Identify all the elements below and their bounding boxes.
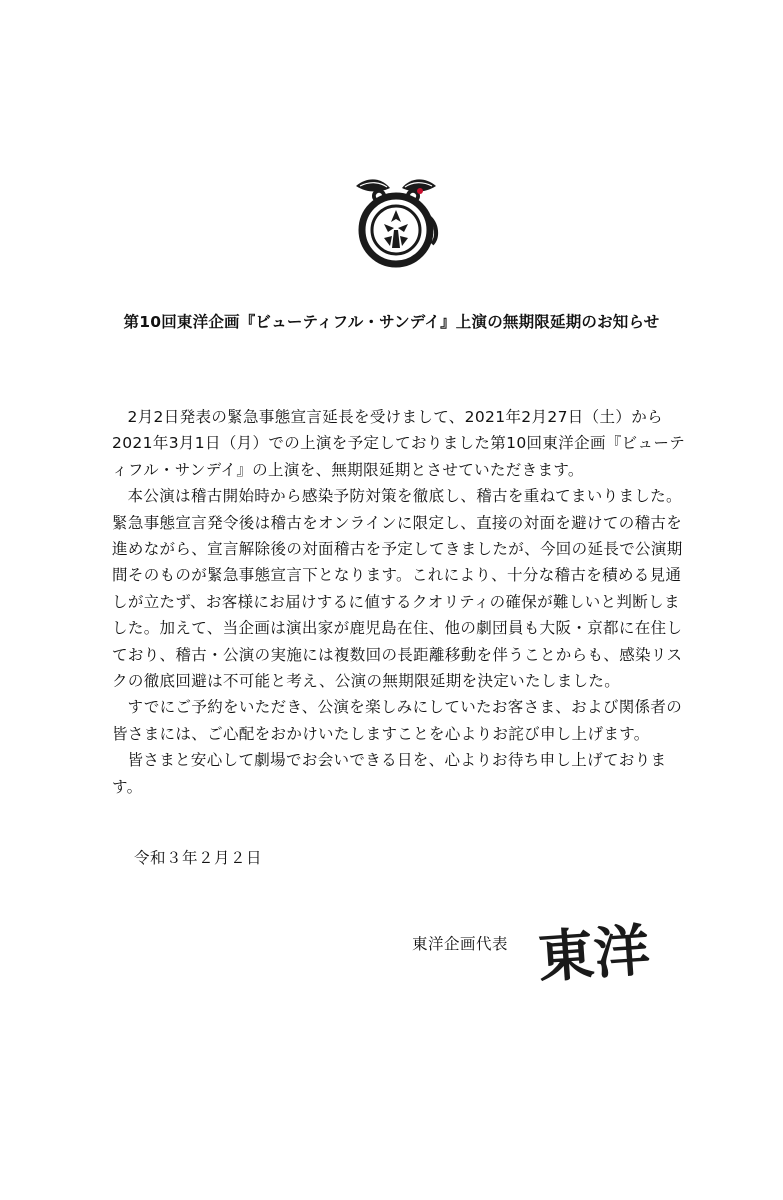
notice-body (112, 404, 686, 800)
notice-date: 令和３年２月２日 (134, 849, 263, 867)
paragraph: 2月2日発表の緊急事態宣言延長を受けまして、2021年2月27日（土）から2021年3月1日（月）での上演を予定しておりました第10回東洋企画『ビューティフル・サンデイ』の上演を、無期限延期とさせていただきます。 (112, 408, 686, 479)
signer-title: 東洋企画代表 (412, 935, 509, 953)
signature-text: 東洋 (536, 917, 653, 991)
logo-emblem-icon (348, 172, 444, 272)
page-title: 第10回東洋企画『ビューティフル・サンデイ』上演の無期限延期のお知らせ (123, 313, 660, 331)
paragraph: 皆さまと安心して劇場でお会いできる日を、心よりお待ち申し上げております。 (112, 751, 667, 796)
paragraph: 本公演は稽古開始時から感染予防対策を徹底し、稽古を重ねてまいりました。緊急事態宣言発令後は稽古をオンラインに限定し、直接の対面を避けての稽古を進めながら、宣言解除後の対面稽古を予定してきましたが、今回の延長で公演期間そのものが緊急事態宣言下となります。これにより、十分な稽古を積める見通しが立たず、お客様にお届けするに値するクオリティの確保が難しいと判断しました。加えて、当企画は演出家が鹿児島在住、他の劇団員も大阪・京都に在住しており、稽古・公演の実施には複数回の長距離移動を伴うことからも、感染リスクの徹底回避は不可能と考え、公演の無期限延期を決定いたしました。 (112, 487, 683, 691)
handwritten-signature (536, 895, 656, 1010)
paragraph: すでにご予約をいただき、公演を楽しみにしていたお客さま、および関係者の皆さまには、ご心配をおかけいたしますことを心よりお詫び申し上げます。 (112, 698, 683, 743)
